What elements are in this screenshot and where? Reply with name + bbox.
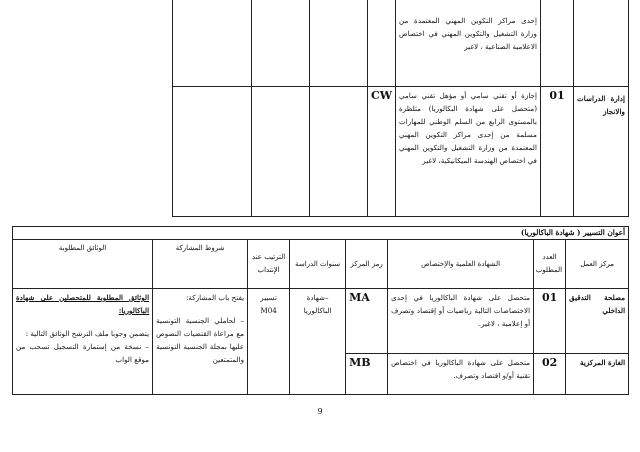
top-row-1 — [173, 0, 629, 87]
degree-cell: إجازة أو تقني سامي أو مؤهل تقني سامي (متحصل على شهادة البكالوريا) مثلظرة بالمستوى الرابع من السلم الوطني للمهارات مسلمة من إحدى مراكز التكوين المهني المعتمدة من وزارة التشغيل والتكوين المهني في اختصاص الهندسة الميكانيكية، لاغير — [396, 87, 541, 217]
header-degree: الشهادة العلمية والإختصاص — [388, 240, 534, 289]
documents-body-1: يتضمن وجوبا ملف الترشح الوثائق التالية : — [25, 329, 150, 338]
header-years: سنوات الدراسة — [290, 240, 346, 289]
center-cell: إدارة الدراسات والانجاز — [574, 87, 629, 217]
bottom-table — [12, 226, 629, 395]
years-text: –شهادة الباكالوريا — [303, 293, 332, 315]
section-title: أعوان التسيير ( شهادة الباكالوريا) — [13, 227, 629, 240]
documents-title: الوثائق المطلوبة للمتحصلين على شهادة الباكالوريا: — [16, 293, 150, 315]
header-rank: الترتيب عند الإنتداب — [248, 240, 290, 289]
count-cell: 02 — [534, 354, 566, 395]
rank-cell — [248, 289, 290, 395]
rank-text: تسيير M04 — [260, 293, 277, 315]
center-cell: مصلحة التدقيق الداخلي — [566, 289, 629, 354]
rank-cell — [252, 87, 310, 217]
count-cell: 01 — [534, 289, 566, 354]
top-row-2 — [173, 87, 629, 217]
center-cell: الغازة المركزية — [566, 354, 629, 395]
conditions-cell — [173, 0, 252, 87]
count-cell — [541, 0, 574, 87]
header-count: العدد المطلوب — [534, 240, 566, 289]
documents-cell — [13, 289, 153, 395]
degree-cell: إحدى مراكز التكوين المهني المعتمدة من وزارة التشغيل والتكوين المهني في اختصاص الاعلامية الصناعية ، لاغير — [396, 0, 541, 87]
code-cell: CW — [368, 87, 396, 217]
header-code: رمز المركز — [346, 240, 388, 289]
center-cell — [574, 0, 629, 87]
code-cell — [368, 0, 396, 87]
count-cell: 01 — [541, 87, 574, 217]
degree-cell: متحصل على شهادة الباكالوريا في إحدى الاختصاصات التالية رياضيات أو إقتصاد وتصرف أو إعلامية ، لاغير. — [388, 289, 534, 354]
conditions-body: – لحاملي الجنسية التونسية مع مراعاة القتضيات النصوص عليها بمجلة الجنسية التونسية والمتمتعين — [156, 316, 245, 364]
header-center: مركز العمل — [566, 240, 629, 289]
degree-cell: متحصل على شهادة الباكالوريا في اختصاص تقنية أو/و اقتصاد وتصرف. — [388, 354, 534, 395]
code-cell: MA — [346, 289, 388, 354]
bottom-row-1 — [13, 289, 629, 354]
conditions-title: يفتح باب المشاركة: — [186, 293, 245, 302]
rank-cell — [252, 0, 310, 87]
header-conditions: شروط المشاركة — [153, 240, 248, 289]
header-row — [13, 240, 629, 289]
section-title-row — [13, 227, 629, 240]
years-cell — [310, 0, 368, 87]
years-cell — [290, 289, 346, 395]
page-number: 9 — [317, 407, 323, 416]
conditions-cell — [173, 87, 252, 217]
code-cell: MB — [346, 354, 388, 395]
conditions-cell — [153, 289, 248, 395]
documents-body-2: – نسخة من إستمارة التسجيل تسحب من موقع الواب — [16, 342, 150, 364]
header-documents: الوثائق المطلوبة — [13, 240, 153, 289]
years-cell — [310, 87, 368, 217]
top-table — [172, 0, 629, 217]
